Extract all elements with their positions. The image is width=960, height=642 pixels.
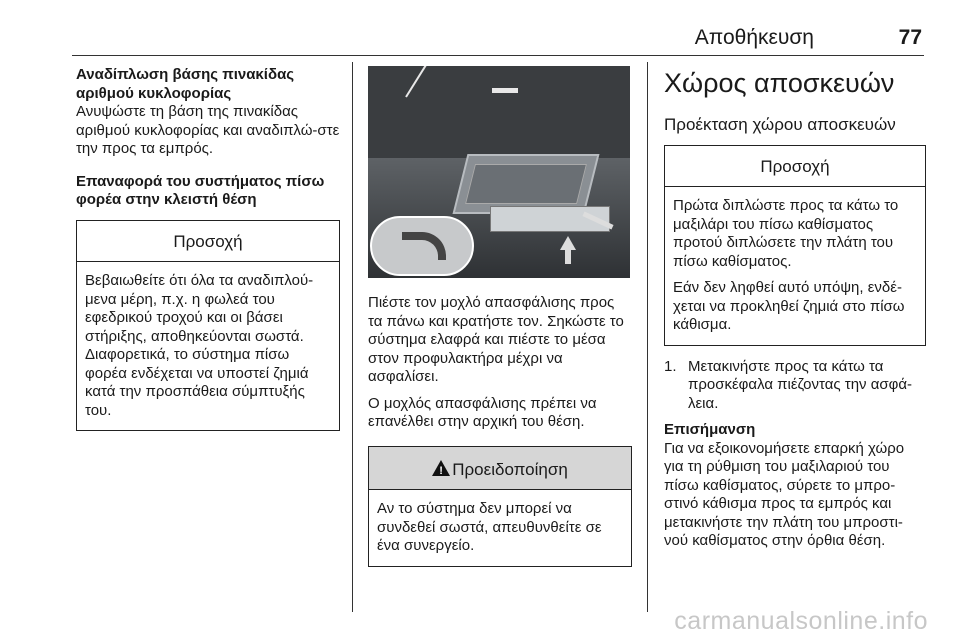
arrow-up-icon — [560, 236, 576, 250]
warning-header — [369, 447, 631, 491]
section-subtitle: Προέκταση χώρου αποσκευών — [664, 115, 896, 134]
instruction-text: Πιέστε τον μοχλό απασφάλισης προς τα πάνω και κρατήστε τον. Σηκώστε το σύστημα ελαφρά και πιέστε το μέσα στον προφυλακτήρα μέχρι να ασφαλίσει. — [368, 294, 624, 385]
caution-box — [76, 220, 340, 432]
caution-box — [664, 145, 926, 346]
curved-arrow-icon — [402, 232, 446, 260]
watermark: carmanualsonline.info — [674, 607, 928, 635]
note-text: Ο μοχλός απασφάλισης πρέπει να επανέλθει στην αρχική του θέση. — [368, 394, 597, 430]
step-number: 1. — [664, 357, 677, 375]
step-text: Μετακινήστε προς τα κάτω τα προσκέφαλα πιέζοντας την ασφά-λεια. — [688, 357, 913, 412]
warning-box — [368, 446, 632, 567]
note-heading: Επισήμανση — [664, 421, 756, 438]
column-1 — [76, 66, 340, 431]
header-title: Αποθήκευση — [694, 26, 814, 49]
rear-carrier-illustration — [368, 66, 630, 278]
section-text-plate-bracket: Ανυψώστε τη βάση της πινακίδας αριθμού κυκλοφορίας και αναδιπλώ-στε την προς τα εμπρός. — [76, 103, 340, 157]
page-header — [72, 26, 924, 52]
caution-title: Προσοχή — [665, 146, 925, 188]
section-title: Χώρος αποσκευών — [664, 68, 895, 98]
column-3 — [664, 66, 926, 559]
page-number: 77 — [898, 26, 922, 49]
caution-paragraph-1: Πρώτα διπλώστε προς τα κάτω το μαξιλάρι του πίσω καθίσματος προτού διπλώσετε την πλάτη του πίσω καθίσματος. — [673, 197, 899, 270]
caution-paragraph-2: Εάν δεν ληφθεί αυτό υπόψη, ενδέ-χεται να προκληθεί ζημιά στο πίσω κάθισμα. — [673, 279, 905, 333]
column-divider-2 — [647, 62, 648, 612]
list-item — [664, 358, 926, 414]
caution-title: Προσοχή — [77, 221, 339, 263]
section-heading-restore: Επαναφορά του συστήματος πίσω φορέα στην κλειστή θέση — [76, 172, 325, 208]
header-rule — [72, 55, 924, 56]
warning-text: Αν το σύστημα δεν μπορεί να συνδεθεί σωστά, απευθυνθείτε σε ένα συνεργείο. — [377, 500, 602, 554]
lever-detail-inset — [370, 216, 474, 276]
column-2 — [368, 66, 632, 567]
note-text: Για να εξοικονομήσετε επαρκή χώρο για τη ρύθμιση του μαξιλαριού του πίσω καθίσματος, σύρετε το μπρο-στινό κάθισμα προς τα εμπρός και μετακινήστε την πλάτη του μπροστι-νού καθίσματος στην όρθια θέση. — [664, 439, 905, 549]
warning-title: Προειδοποίηση — [452, 459, 568, 479]
column-divider-1 — [352, 62, 353, 612]
section-heading-plate-bracket: Αναδίπλωση βάσης πινακίδας αριθμού κυκλοφορίας — [76, 66, 295, 102]
caution-text: Βεβαιωθείτε ότι όλα τα αναδιπλού-μενα μέρη, π.χ. η φωλεά του εφεδρικού τροχού και οι βάσει στήριξης, αποθηκεύονται σωστά. Διαφορετικά, το σύστημα πίσω φορέα ενδέχεται να υποστεί ζημιά κατά την προσπάθεια σύμπτυξής του. — [85, 272, 314, 419]
warning-triangle-icon — [432, 460, 450, 476]
